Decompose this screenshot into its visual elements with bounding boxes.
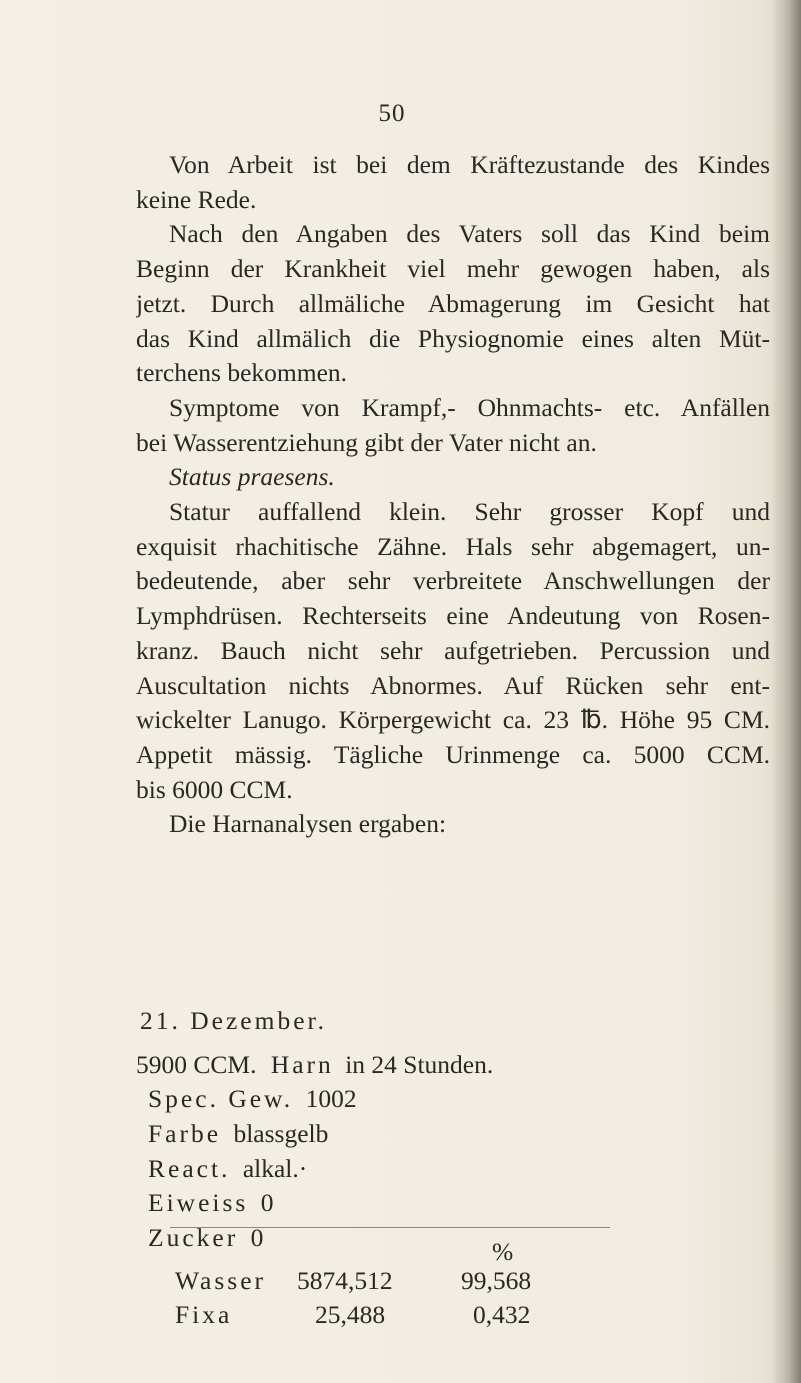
text-line: bedeutende, aber sehr verbreitete Anschwellungen der [136,566,770,596]
text-line: Statur auffallend klein. Sehr grosser Kopf und [169,497,770,527]
zucker-label: Zucker [148,1223,239,1253]
spec-gew-value: 1002 [305,1084,357,1114]
table-row-percent: 0,432 [473,1300,531,1329]
text-line: bis 6000 CCM. [136,774,293,804]
text-line: Appetit mässig. Tägliche Urinmenge ca. 5000 CCM. [136,739,770,769]
table-row-label: Wasser [175,1266,267,1295]
spec-gew-row [136,1082,656,1117]
urine-amount: 5900 CCM. [136,1049,257,1079]
body-text [136,148,770,842]
text-line: keine Rede. [136,184,257,214]
text-line: Nach den Angaben des Vaters soll das Kind beim [169,219,770,249]
farbe-value: blassgelb [233,1119,329,1149]
table-row-percent: 99,568 [461,1266,532,1295]
urine-amount-row [136,1048,656,1083]
farbe-label: Farbe [148,1119,222,1149]
text-line: Auscultation nichts Abnormes. Auf Rücken sehr ent- [136,670,770,700]
text-line: Von Arbeit ist bei dem Kräftezustande des Kindes [169,150,770,179]
spec-gew-label: Spec. Gew. [148,1084,294,1114]
table-row-amount: 25,488 [315,1300,386,1329]
page-number: 50 [378,100,406,127]
text-line: terchens bekommen. [136,358,348,388]
page-edge-shadow [771,0,801,1383]
text-line: das Kind allmälich die Physiognomie eines alten Müt- [136,323,770,353]
urine-analysis [136,1004,656,1256]
eiweiss-value: 0 [260,1188,274,1218]
section-heading: Status praesens. [169,462,335,492]
text-line: jetzt. Durch allmäliche Abmagerung im Gesicht hat [136,288,770,318]
farbe-row [136,1117,656,1152]
percent-header: % [492,1237,514,1266]
eiweiss-label: Eiweiss [148,1188,249,1218]
divider-rule [170,1227,610,1228]
text-line: kranz. Bauch nicht sehr aufgetrieben. Percussion und [136,635,770,665]
analysis-date: 21. Dezember. [140,1006,327,1035]
table-row-amount: 5874,512 [297,1266,393,1295]
text-line: exquisit rhachitische Zähne. Hals sehr abgemagert, un- [136,531,770,561]
react-label: React. [148,1153,231,1183]
text-line: wickelter Lanugo. Körpergewicht ca. 23 ℔. Höhe 95 CM. [136,705,770,735]
table-row-label: Fixa [175,1300,233,1329]
react-row [136,1152,656,1187]
urine-period: in 24 Stunden. [345,1049,494,1079]
text-line: bei Wasserentziehung gibt der Vater nicht an. [136,427,597,457]
text-line: Lymphdrüsen. Rechterseits eine Andeutung von Rosen- [136,601,770,631]
text-line: Symptome von Krampf,- Ohnmachts- etc. Anfällen [169,392,770,422]
zucker-value: 0 [250,1223,264,1253]
text-line: Beginn der Krankheit viel mehr gewogen haben, als [136,254,770,284]
react-value: alkal.· [242,1153,308,1183]
urine-word: Harn [270,1049,334,1079]
text-line: Die Harnanalysen ergaben: [169,809,447,839]
eiweiss-row [136,1186,656,1221]
